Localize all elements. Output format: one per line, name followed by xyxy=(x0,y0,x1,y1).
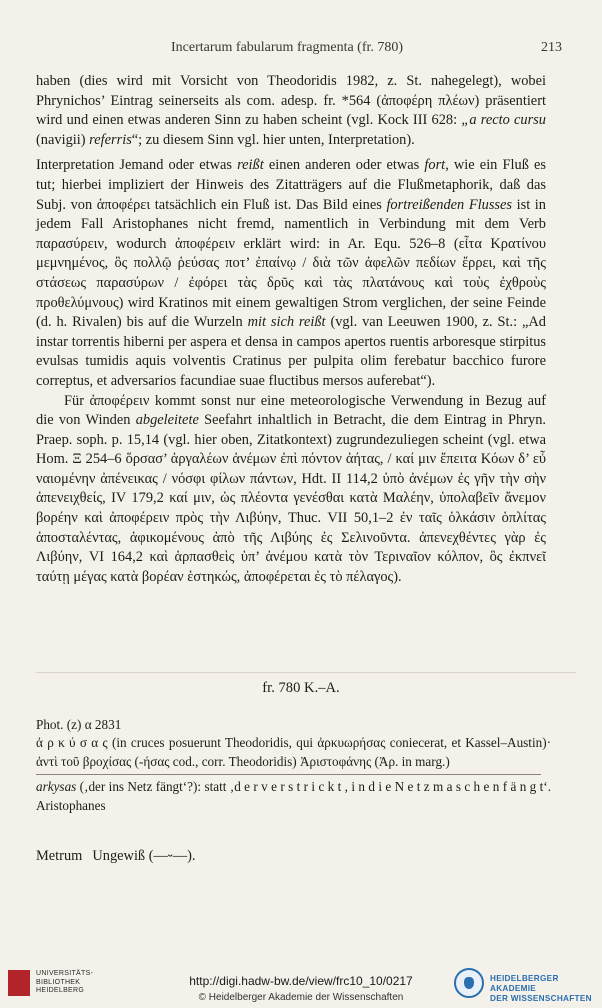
fragment-lemma: ἀ ρ κ ύ σ α ς (in cruces posuerunt Theodoridis, qui ἀρκυωρήσας coniecerat, et Kassel–Austin)· ἀντὶ τοῦ βροχίσας (-ήσας cod., corr. Theodoridis) Ἀριστοφάνης (Ἀρ. in marg.) xyxy=(36,735,551,769)
fragment-translation: arkysas (‚der ins Netz fängt‘?): statt ‚d e r v e r s t r i c k t , i n d i e N e t z m a s c h e n f ä n g t‘. Aristophanes xyxy=(36,779,551,813)
paragraph-interpretation: Interpretation Jemand oder etwas reißt einen anderen oder etwas fort, wie ein Fluß es tut; hierbei impliziert der Hinweis des Zitatträgers auf die Flußmetaphorik, daß das Subj. von ἀποφέρει tatsächlich ein Fluß ist. Das Bild eines fortreißenden Flusses ist in jedem Fall Aristophanes nicht fremd, namentlich in Verbindung mit dem Verb παρασύρειν, wodurch ἀποφέρειν erklärt wird: in Ar. Equ. 526–8 (εἶτα Κρατίνου μεμνημένος, ὃς πολλῷ ῥεύσας ποτ’ ἐπαίνῳ / διὰ τῶν ἀφελῶν πεδίων ἔρρει, καὶ τῆς στάσεως παρασύρων / ἐφόρει τὰς δρῦς καὶ τὰς πλατάνους καὶ τοὺς ἐχθροὺς προθελύμνους) wird Kratinos mit einem gewaltigen Strom verglichen, der seine Feinde (d. h. Rivalen) bis auf die Wurzeln mit sich reißt (vgl. van Leeuwen 1900, z. St.: „Ad instar torrentis hiberni per aspera et densa in campos apertos ruentis arboresque stirpitus evulsas tumidis aquis volventis Cratinus per pulpita olim ferebatur bacchico furore correptus, et adversarios facundiae suae fluctibus mersos auferebat“). xyxy=(36,157,547,389)
section-label-interpretation: Interpretation xyxy=(36,157,115,174)
running-title: Incertarum fabularum fragmenta (fr. 780) xyxy=(171,40,404,55)
commentary-body xyxy=(36,72,546,587)
library-logo-text: UNIVERSITÄTS- BIBLIOTHEK HEIDELBERG xyxy=(36,970,94,994)
apparatus-divider xyxy=(36,774,541,775)
metrum-label: Metrum xyxy=(36,848,83,864)
paragraph-meteorological: Für ἀποφέρειν kommt sonst nur eine meteorologische Verwendung in Bezug auf die von Winden abgeleitete Seefahrt inhaltlich in Betracht, die dem Eintrag in Phryn. Praep. soph. p. 15,14 (vgl. hier oben, Zitatkontext) zugrundezuliegen scheint (vgl. etwa Hom. Ξ 254–6 ὅρσασ’ ἀργαλέων ἀνέμων ἐπὶ πόντον ἀήτας, / καί μιν ἔπειτα Κόων δ’ εὖ ναιομένην ἀπένεικας / νόσφι φίλων πάντων, Hdt. II 114,2 ὑπὸ ἀνέμων ἐς γῆν τὴν σὴν ἀπενειχθείς, IV 179,2 καί μιν, ὡς πλέοντα γενέσθαι κατὰ Μαλέην, ὑπολαβεῖν ἄνεμον βορέην καὶ ἀποφέρειν πρὸς τὴν Λιβύην, Thuc. VII 50,1–2 ἐν ταῖς ὁλκάσιν ὁπλίτας ἀποσταλέντας, ἀφικομένους ἀπὸ τῆς Λιβύης ἐς Σελινοῦντα. ἀπενεχθέντες γὰρ ἐς Λιβύην, VI 164,2 καὶ ἁρπασθεὶς ὑπ’ ἀνέμου κατὰ τὸν Τεριναῖον κόλπον, ὃς ἐκπνεῖ ταύτῃ μέγας κατὰ βορέαν ἑστηκώς, ἀποφέρεται ἐς τὸ πέλαγος). xyxy=(36,392,546,585)
paragraph-context: haben (dies wird mit Vorsicht von Theodoridis 1982, z. St. nahegelegt), wobei Phrynichos’ Eintrag seinerseits als com. adesp. fr. *564 (ἀποφέρη πλέων) präsentiert wird und einen etwas anderen Sinn zu haben scheint (vgl. Kock III 628: „a recto cursu (navigii) referris“; zu diesem Sinn vgl. hier unten, Interpretation). xyxy=(36,73,546,148)
permalink-url[interactable]: http://digi.hadw-bw.de/view/frc10_10/0217 xyxy=(189,974,413,988)
metrum-value: Ungewiß (—⏑—). xyxy=(92,848,196,864)
fragment-heading: fr. 780 K.–A. xyxy=(262,680,340,696)
fragment-apparatus xyxy=(36,716,551,815)
section-divider xyxy=(36,672,576,673)
fragment-source: Phot. (z) α 2831 xyxy=(36,717,122,732)
academy-seal-icon xyxy=(454,968,484,998)
copyright-notice: © Heidelberger Akademie der Wissenschaften xyxy=(198,992,404,1003)
academy-logo-text: HEIDELBERGER AKADEMIE DER WISSENSCHAFTEN xyxy=(490,974,592,1003)
academy-logo[interactable] xyxy=(454,968,594,1003)
viewer-footer xyxy=(0,960,602,1008)
metrum-line xyxy=(36,848,195,865)
page-number: 213 xyxy=(541,40,562,55)
